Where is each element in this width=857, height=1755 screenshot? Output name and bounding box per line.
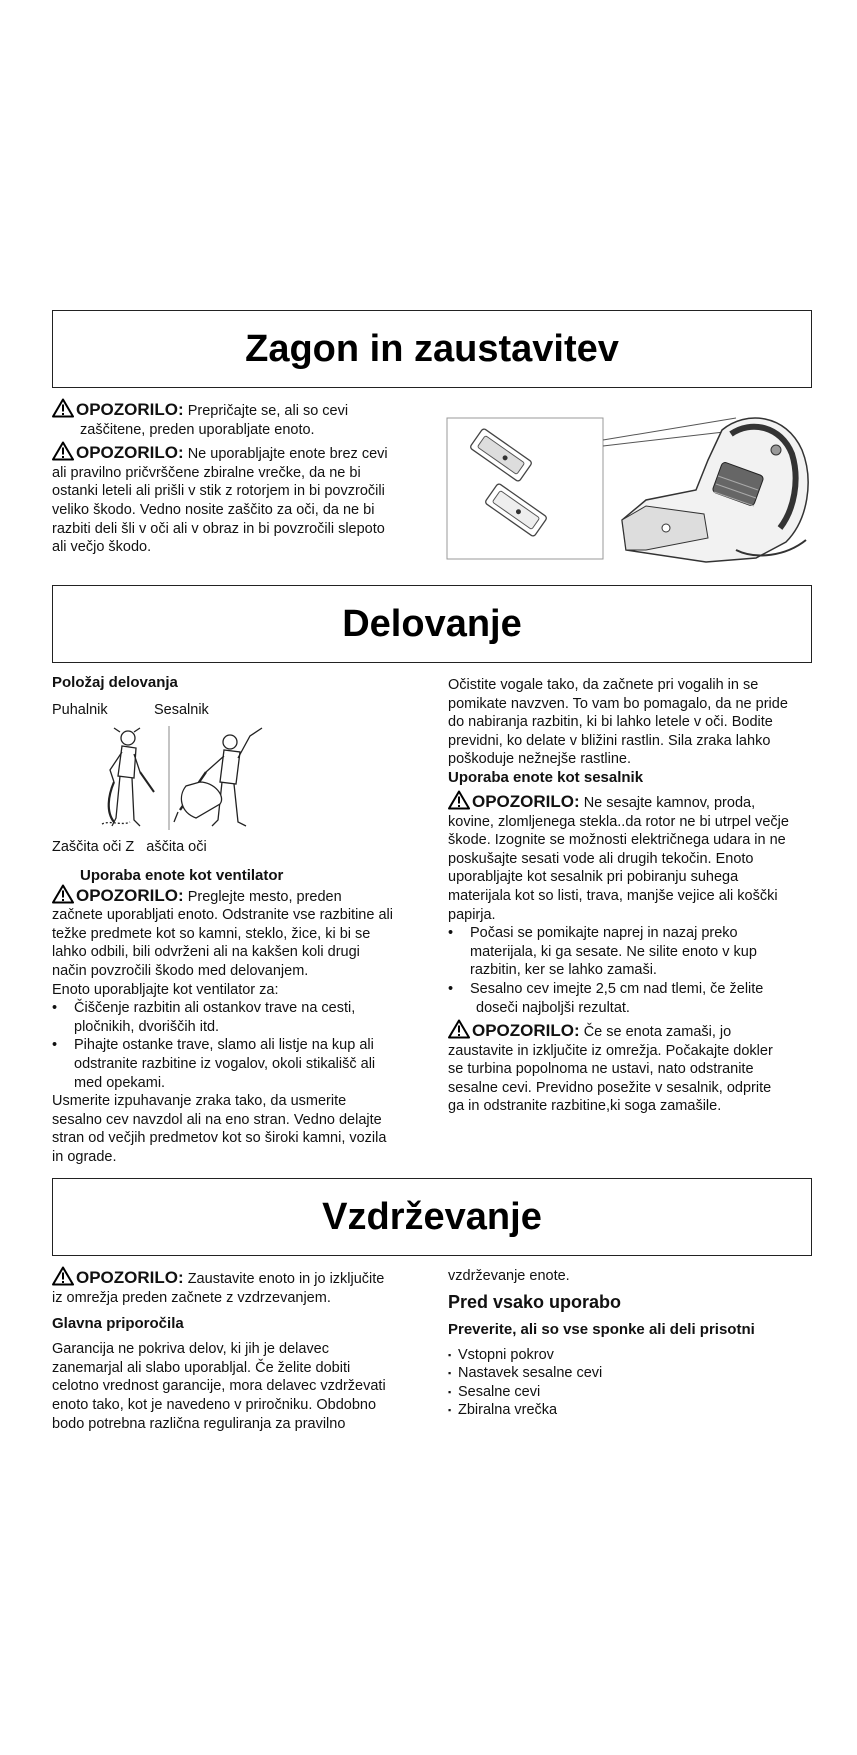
check-heading: Preverite, ali so vse sponke ali deli prisotni	[448, 1320, 755, 1338]
text-line: ga in odstranite razbitine,ki soga zamašile.	[448, 1098, 722, 1115]
text-line: ali večjo škodo.	[52, 539, 152, 556]
text-line: zaustavite in izključite iz omrežja. Počakajte dokler	[448, 1042, 773, 1059]
section-title-maintenance: Vzdrževanje	[322, 1195, 542, 1238]
list-item-label: Nastavek sesalne cevi	[458, 1365, 603, 1382]
text-line: Garancija ne pokriva delov, ki jih je delavec	[52, 1341, 329, 1358]
maintenance-left-column	[52, 1266, 432, 1433]
operation-right-column	[448, 676, 828, 1116]
text-line: materijala, ki ga sesate. Ne silite enoto v kup	[470, 943, 757, 960]
blower-unit-icon	[622, 418, 808, 562]
eye-protection-caption: Zaščita oči Z aščita oči	[52, 839, 207, 855]
text-line: poškoduje nežnejše rastline.	[448, 751, 631, 768]
before-use-heading: Pred vsako uporabo	[448, 1291, 622, 1312]
section-box-maintenance	[52, 1178, 812, 1256]
text-line: ostanki leteli ali prišli v stik z rotorjem in bi povzročili	[52, 483, 385, 500]
bullet: •	[52, 1000, 58, 1017]
warning-triangle-icon	[448, 790, 470, 810]
list-item	[448, 1346, 828, 1365]
blower-operator-figure	[102, 728, 154, 826]
text-line: Enoto uporabljajte kot ventilator za:	[52, 981, 279, 998]
text-line: Sesalno cev imejte 2,5 cm nad tlemi, če želite	[470, 980, 764, 997]
text-line: iz omrežja preden začnete z vzdrzevanjem.	[52, 1289, 331, 1306]
list-item	[448, 924, 828, 980]
text-line: in ograde.	[52, 1148, 117, 1165]
list-item	[448, 1401, 828, 1420]
warning-paragraph-1: OPOZORILO: Prepričajte se, ali so cevi	[52, 398, 432, 421]
bullet: ▪	[448, 1405, 452, 1416]
start-stop-warnings	[52, 398, 432, 557]
operation-left-text	[52, 838, 432, 1167]
text-line: do nabiranja razbitin, ki bi lahko letele v oči. Bodite	[448, 714, 773, 731]
warning-triangle-icon	[52, 398, 74, 418]
text-line: Usmerite izpuhavanje zraka tako, da usmerite	[52, 1093, 347, 1110]
text-line: papirja.	[448, 906, 496, 923]
warning-triangle-icon	[52, 1266, 74, 1286]
text-line: materijala kot so listi, trava, manjše vejice ali koščki	[448, 887, 778, 904]
text-line: razbiti deli šli v oči ali v obraz in bi povzročili slepoto	[52, 520, 385, 537]
blower-heading: Uporaba enote kot ventilator	[80, 866, 284, 884]
text-line: lahko odbili, bili odvrženi ali na kakšen koli drugi	[52, 944, 360, 961]
list-item-label: Sesalne cevi	[458, 1383, 541, 1400]
list-item	[448, 1364, 828, 1383]
text-line: pomikate navzven. To vam bo pomagalo, da ne pride	[448, 695, 788, 712]
maintenance-right-column	[448, 1267, 828, 1420]
text-line: težke predmete kot so kamni, steklo, žice, ki bi se	[52, 925, 371, 942]
text-line: Čiščenje razbitin ali ostankov trave na cesti,	[74, 1000, 356, 1017]
label-blower: Puhalnik	[52, 702, 108, 718]
list-item	[448, 1383, 828, 1402]
bullet: •	[448, 925, 454, 942]
bullet: ▪	[448, 1386, 452, 1397]
switch-diagram	[446, 410, 826, 570]
warning-paragraph-2: OPOZORILO: Ne uporabljajte enote brez cevi	[52, 441, 432, 464]
warning-triangle-icon	[52, 441, 74, 461]
text-line: Počasi se pomikajte naprej in nazaj preko	[470, 925, 738, 942]
bullet: ▪	[448, 1349, 452, 1360]
section-box-operation	[52, 585, 812, 663]
text-line: celotno vrednost garancije, mora delavec vzdrževati	[52, 1378, 386, 1395]
warning-paragraph-1-cont: zaščitene, preden uporabljate enoto.	[80, 421, 315, 438]
bullet: ▪	[448, 1368, 452, 1379]
text-line: kovine, zlomljenega stekla..da rotor ne bi utrpel večje	[448, 813, 789, 830]
list-item-label: Zbiralna vrečka	[458, 1402, 558, 1419]
text-line: enoto tako, kot je navedeno v priročniku. Obdobno	[52, 1396, 377, 1413]
vacuum-warning: OPOZORILO: Ne sesajte kamnov, proda,	[448, 790, 828, 813]
text-line: začnete uporabljati enoto. Odstranite vse razbitine ali	[52, 907, 393, 924]
text-line: veliko škodo. Vedno nosite zaščito za oči, da ne bi	[52, 501, 375, 518]
text-line: sesalno cev navzdol ali na eno stran. Vedno delajte	[52, 1111, 382, 1128]
vacuum-heading: Uporaba enote kot sesalnik	[448, 768, 644, 786]
section-title-operation: Delovanje	[342, 602, 522, 645]
text-line: Očistite vogale tako, da začnete pri vogalih in se	[448, 677, 759, 693]
vacuum-operator-figure	[174, 728, 262, 826]
warning-triangle-icon	[448, 1019, 470, 1039]
text-line: pločnikih, dvoriščih itd.	[74, 1018, 220, 1035]
text-line: razbitin, ker se lahko zamaši.	[470, 962, 657, 979]
section-title-start-stop: Zagon in zaustavitev	[245, 327, 619, 370]
section-box-start-stop	[52, 310, 812, 388]
text-line: bodo potrebna različna reguliranja za pravilno	[52, 1415, 346, 1432]
operating-position-figures	[100, 726, 270, 830]
text-line: škode. Izognite se možnosti električnega udara in ne	[448, 832, 786, 849]
text-line: med opekami.	[74, 1074, 166, 1091]
bullet: •	[448, 980, 454, 997]
text-line: odstranite razbitine iz vogalov, okoli stikališč ali	[74, 1055, 376, 1072]
text-line: poskušajte sesati vode ali drugih tekočin. Enoto	[448, 850, 754, 867]
list-item	[52, 1036, 432, 1092]
list-item	[448, 980, 828, 1017]
text-line: način povzročili škodo med delovanjem.	[52, 962, 309, 979]
bullet: •	[52, 1037, 58, 1054]
text-line: se turbina popolnoma ne ustavi, nato odstranite	[448, 1061, 754, 1078]
list-item	[52, 999, 432, 1036]
blower-warning: OPOZORILO: Preglejte mesto, preden	[52, 884, 432, 907]
text-line: sesalne cevi. Previdno posežite v sesalnik, odprite	[448, 1079, 772, 1096]
list-item-label: Vstopni pokrov	[458, 1346, 554, 1363]
text-line: stran od večjih predmetov kot so široki kamni, vozila	[52, 1130, 387, 1147]
jam-warning: OPOZORILO: Če se enota zamaši, jo	[448, 1019, 828, 1042]
text-line: uporabljajte kot sesalnik pri pobiranju suhega	[448, 869, 739, 886]
text-line: vzdrževanje enote.	[448, 1268, 570, 1284]
position-heading: Položaj delovanja	[52, 674, 178, 691]
label-vacuum: Sesalnik	[154, 702, 209, 718]
maintenance-warning: OPOZORILO: Zaustavite enoto in jo izključite	[52, 1266, 432, 1289]
text-line: ali pravilno pričvrščene zbiralne vrečke, da ne bi	[52, 464, 361, 481]
operation-left-column	[52, 674, 432, 725]
text-line: zanemarjal ali slabo uporabljal. Če želite dobiti	[52, 1359, 351, 1376]
text-line: previdni, ko delate v bližini rastlin. Sila zraka lahko	[448, 732, 771, 749]
warning-triangle-icon	[52, 884, 74, 904]
text-line: Pihajte ostanke trave, slamo ali listje na kup ali	[74, 1037, 374, 1054]
general-heading: Glavna priporočila	[52, 1315, 184, 1333]
text-line: doseči najboljši rezultat.	[476, 999, 630, 1016]
